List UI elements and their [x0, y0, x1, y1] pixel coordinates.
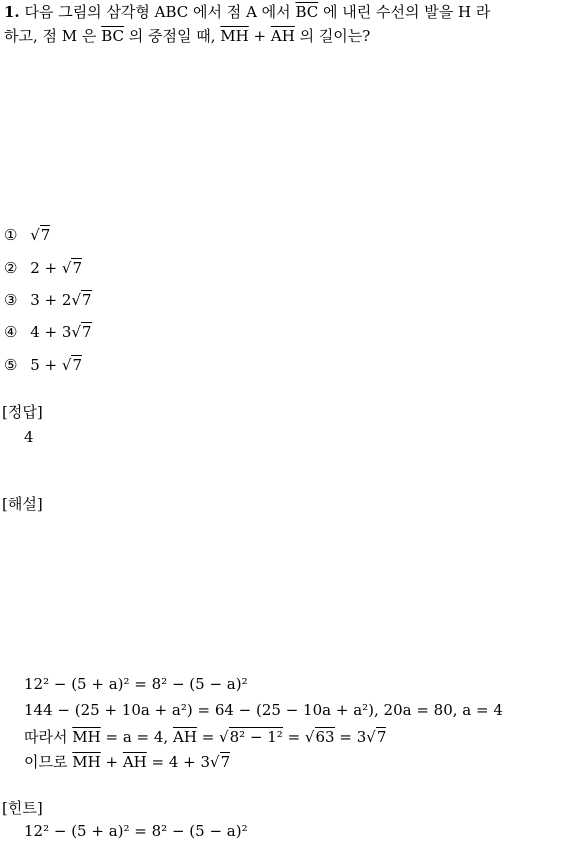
question-text-2b: 의 중점일 때,	[128, 27, 216, 45]
question-text-2c: 의 길이는?	[299, 27, 371, 45]
segment-mh: $\overline{MH}$	[72, 753, 101, 771]
choice-mark: ③	[4, 291, 18, 309]
explanation-label: [해설]	[2, 495, 43, 513]
explanation-eq-1: 12² − (5 + a)² = 8² − (5 − a)²	[24, 675, 248, 693]
explanation-eq-3: 따라서 $\overline{MH} = a = 4$, $\overline{AH} = √8^2 - 1^2 = √63 = 3√7$	[24, 728, 387, 746]
choice-value: 5 + √7	[30, 356, 82, 374]
question-text-1b: 에 내린 수선의 발을 H 라	[323, 3, 491, 21]
choice-mark: ①	[4, 226, 18, 244]
choice-mark: ④	[4, 323, 18, 341]
segment-mh: $\overline{MH}$	[72, 728, 101, 746]
choice-3[interactable]	[4, 291, 92, 309]
choice-5[interactable]	[4, 356, 82, 374]
choice-mark: ⑤	[4, 356, 18, 374]
segment-ah: $\overline{AH}$	[172, 728, 197, 746]
question-text-2a: 하고, 점 M 은	[4, 27, 97, 45]
choice-value: 4 + 3√7	[30, 323, 92, 341]
choice-mark: ②	[4, 259, 18, 277]
explanation-eq-4: 이므로 $\overline{MH} + \overline{AH} = 4 + 3√7$	[24, 753, 231, 771]
segment-mh: $\overline{MH}$	[220, 27, 249, 45]
question-line-2	[4, 26, 370, 46]
choice-value: 3 + 2√7	[30, 291, 92, 309]
explanation-eq-2: 144 − (25 + 10a + a²) = 64 − (25 − 10a + a²), 20a = 80, a = 4	[24, 701, 503, 719]
segment-bc: $\overline{BC}$	[101, 27, 124, 45]
choice-value: √7	[30, 226, 51, 244]
hint-label: [힌트]	[2, 799, 43, 817]
hint-eq: 12² − (5 + a)² = 8² − (5 − a)²	[24, 822, 248, 840]
choice-2[interactable]	[4, 259, 82, 277]
choice-4[interactable]	[4, 323, 92, 341]
choice-value: 2 + √7	[30, 259, 82, 277]
segment-ah: $\overline{AH}$	[270, 27, 295, 45]
choice-1[interactable]	[4, 226, 50, 244]
answer-label: [정답]	[2, 403, 43, 421]
segment-bc: $\overline{BC}$	[295, 3, 319, 21]
segment-ah: $\overline{AH}$	[122, 753, 147, 771]
question-number: 1.	[4, 3, 20, 21]
question-line-1	[4, 2, 490, 22]
plus-sign: +	[248, 27, 271, 45]
question-text-1a: 다음 그림의 삼각형 ABC 에서 점 A 에서	[24, 3, 291, 21]
answer-value: 4	[24, 428, 34, 446]
